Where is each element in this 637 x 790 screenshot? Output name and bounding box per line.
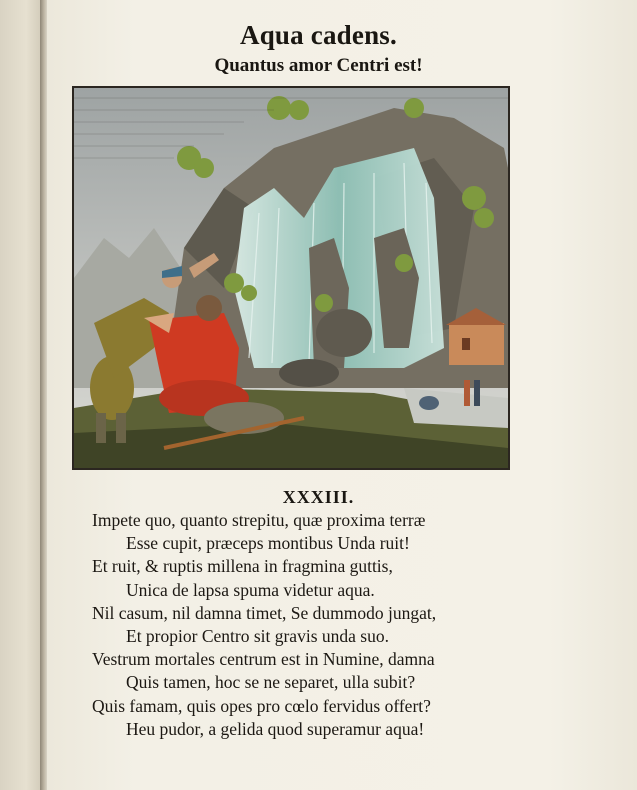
left-page-edge <box>0 0 44 790</box>
verse-line: Et ruit, & ruptis millena in fragmina guttis, <box>92 556 393 577</box>
boulder <box>316 309 372 357</box>
verse-line: Heu pudor, a gelida quod superamur aqua! <box>126 718 425 739</box>
poem-number: XXXIII. <box>282 487 355 507</box>
verse-line: Et propior Centro sit gravis unda suo. <box>126 625 389 646</box>
verse-line: Quis famam, quis opes pro cœlo fervidus offert? <box>92 695 431 716</box>
verse-line: Esse cupit, præceps montibus Unda ruit! <box>126 533 410 554</box>
page-title: Aqua cadens. <box>240 20 397 50</box>
verse-line: Impete quo, quanto strepitu, quæ proxima terræ <box>92 510 426 530</box>
motto: Quantus amor Centri est! <box>214 55 423 76</box>
verse-line: Quis tamen, hoc se ne separet, ulla subit? <box>126 672 416 693</box>
verse-line: Unica de lapsa spuma videtur aqua. <box>126 579 375 600</box>
building <box>449 323 504 365</box>
verse-line: Nil casum, nil damna timet, Se dummodo jungat, <box>92 602 437 623</box>
waterfall-engraving <box>72 86 510 470</box>
verse-line: Vestrum mortales centrum est in Numine, damna <box>92 649 435 670</box>
poem-verse <box>92 509 512 741</box>
